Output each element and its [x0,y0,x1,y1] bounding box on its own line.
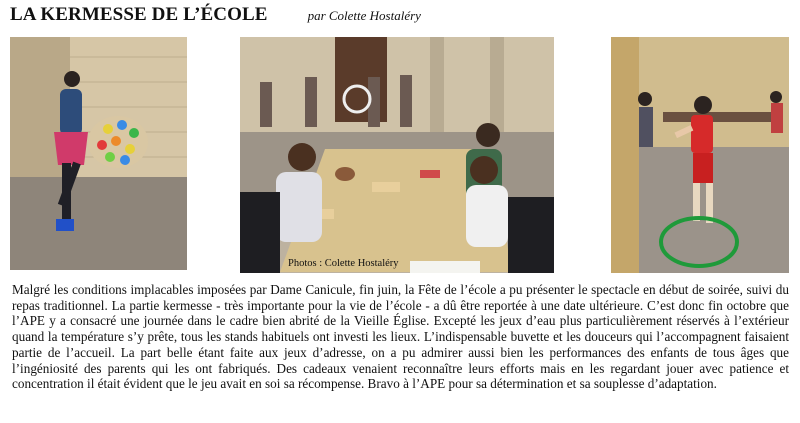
article-byline: par Colette Hostaléry [307,8,421,23]
article-header [10,4,421,28]
photo-ball-throw [10,37,187,270]
article-body: Malgré les conditions implacables imposées par Dame Canicule, fin juin, la Fête de l’école a pu présenter le spectacle en début de soirée, suivi du repas traditionnel. La partie kermesse - très importante pour la vie de l’école - a dû être reportée à une date ultérieure. C’est donc fin octobre que l’APE y a consacré une journée dans le cadre bien abrité de la Vieille Église. Excepté les jeux d’eau plus particulièrement réservés à l’extérieur quand la température s’y prête, tous les stands habituels ont investi les lieux. L’indispensable buvette et les douceurs qui l’accompagnent faisaient partie de l’accueil. La part belle étant faite aux jeux d’adresse, on a pu admirer aussi bien les performances des enfants de tous âges que l’ingéniosité des parents qui les ont fabriqués. Des cadeaux venaient reconnaître leurs efforts mais en les regardant jouer avec patience et concentration il était évident que le jeu avait en soi sa récompense. Bravo à l’APE pour sa détermination et sa souplesse d’adaptation. [12,282,789,392]
photo-table-game [240,37,554,273]
article-title: LA KERMESSE DE L’ÉCOLE [10,4,268,25]
photo-hoop-game [611,37,789,273]
photo-credit: Photos : Colette Hostaléry [288,258,399,269]
